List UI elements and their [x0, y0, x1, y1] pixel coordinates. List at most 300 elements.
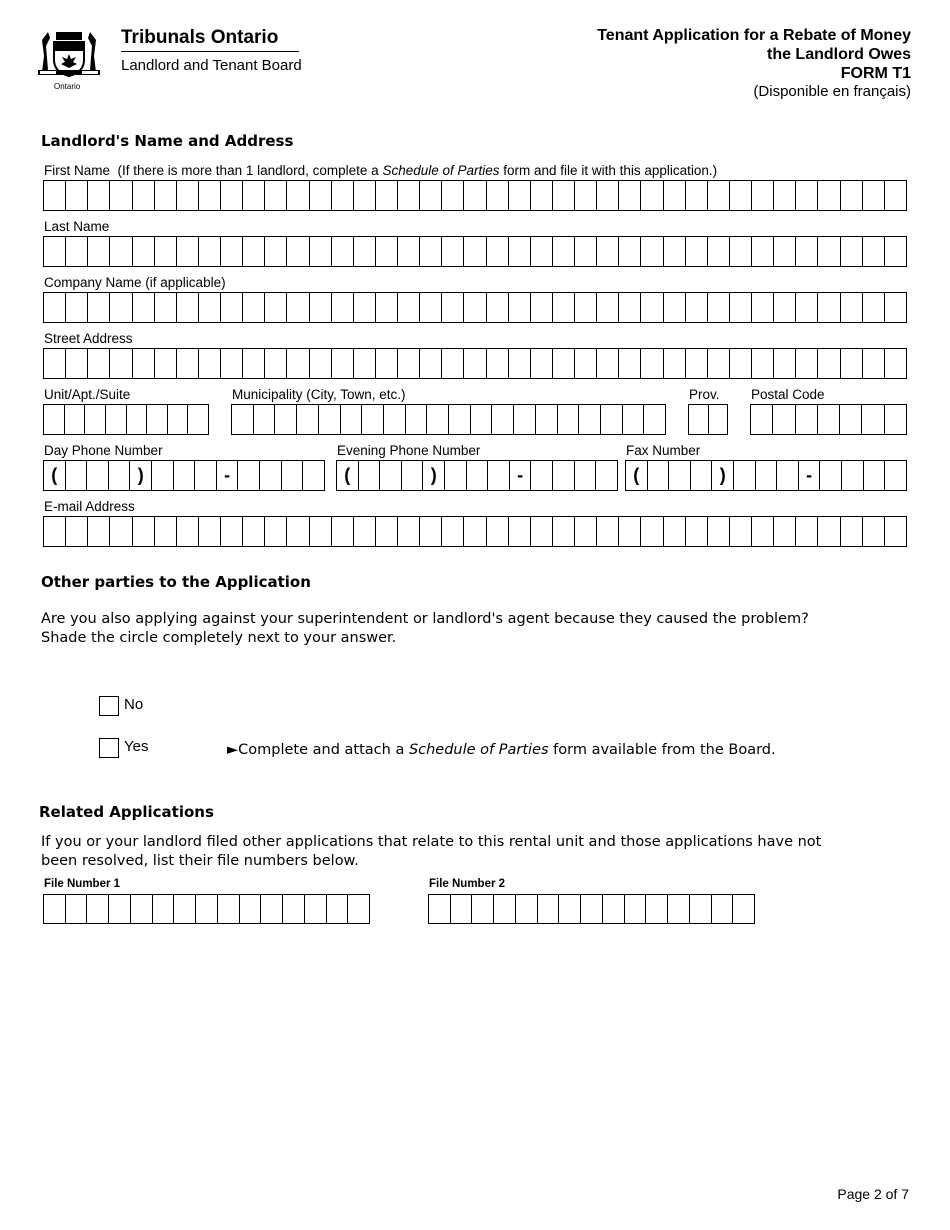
char-box[interactable] — [690, 895, 712, 923]
char-box[interactable] — [581, 895, 603, 923]
char-box[interactable] — [243, 517, 265, 546]
char-box[interactable] — [174, 461, 196, 490]
char-box[interactable] — [66, 895, 88, 923]
char-box[interactable] — [863, 181, 885, 210]
char-box[interactable] — [354, 181, 376, 210]
char-box[interactable] — [596, 461, 617, 490]
char-box[interactable] — [686, 293, 708, 322]
char-box[interactable] — [420, 349, 442, 378]
char-box[interactable] — [442, 517, 464, 546]
char-box[interactable] — [332, 349, 354, 378]
char-box[interactable] — [492, 405, 514, 434]
char-box[interactable] — [174, 895, 196, 923]
char-box[interactable] — [686, 237, 708, 266]
char-box[interactable] — [708, 181, 730, 210]
char-box[interactable] — [575, 517, 597, 546]
char-box[interactable] — [110, 517, 132, 546]
char-box[interactable] — [376, 181, 398, 210]
char-box[interactable] — [398, 349, 420, 378]
char-box[interactable] — [842, 461, 864, 490]
street-input[interactable] — [43, 348, 907, 379]
char-box[interactable] — [641, 349, 663, 378]
char-box[interactable] — [774, 181, 796, 210]
char-box[interactable] — [531, 517, 553, 546]
char-box[interactable] — [177, 237, 199, 266]
char-box[interactable] — [310, 293, 332, 322]
char-box[interactable] — [66, 517, 88, 546]
char-box[interactable] — [818, 181, 840, 210]
char-box[interactable] — [885, 237, 906, 266]
char-box[interactable] — [66, 293, 88, 322]
char-box[interactable] — [88, 517, 110, 546]
char-box[interactable] — [841, 349, 863, 378]
char-box[interactable] — [708, 517, 730, 546]
char-box[interactable] — [177, 293, 199, 322]
char-box[interactable] — [218, 895, 240, 923]
char-box[interactable] — [88, 349, 110, 378]
file-number-2-input[interactable] — [428, 894, 755, 924]
char-box[interactable] — [376, 349, 398, 378]
char-box[interactable] — [177, 517, 199, 546]
char-box[interactable] — [644, 405, 665, 434]
char-box[interactable] — [359, 461, 381, 490]
char-box[interactable] — [287, 293, 309, 322]
char-box[interactable] — [777, 461, 799, 490]
evening-phone-input[interactable] — [336, 460, 618, 491]
char-box[interactable] — [427, 405, 449, 434]
char-box[interactable] — [384, 405, 406, 434]
char-box[interactable] — [553, 237, 575, 266]
char-box[interactable] — [536, 405, 558, 434]
no-checkbox[interactable] — [99, 696, 119, 716]
postal-input[interactable] — [750, 404, 907, 435]
char-box[interactable] — [734, 461, 756, 490]
char-box[interactable] — [603, 895, 625, 923]
char-box[interactable] — [442, 237, 464, 266]
char-box[interactable] — [820, 461, 842, 490]
char-box[interactable] — [221, 349, 243, 378]
char-box[interactable] — [531, 181, 553, 210]
char-box[interactable] — [752, 349, 774, 378]
char-box[interactable] — [177, 181, 199, 210]
char-box[interactable] — [471, 405, 493, 434]
char-box[interactable] — [243, 237, 265, 266]
char-box[interactable] — [509, 517, 531, 546]
char-box[interactable] — [199, 349, 221, 378]
char-box[interactable] — [177, 349, 199, 378]
char-box[interactable] — [664, 181, 686, 210]
char-box[interactable] — [221, 237, 243, 266]
char-box[interactable] — [287, 237, 309, 266]
char-box[interactable] — [472, 895, 494, 923]
char-box[interactable] — [796, 405, 818, 434]
day-phone-input[interactable] — [43, 460, 325, 491]
char-box[interactable] — [708, 237, 730, 266]
char-box[interactable] — [730, 181, 752, 210]
char-box[interactable] — [287, 517, 309, 546]
char-box[interactable] — [756, 461, 778, 490]
char-box[interactable] — [398, 237, 420, 266]
char-box[interactable] — [109, 895, 131, 923]
char-box[interactable] — [487, 517, 509, 546]
char-box[interactable] — [254, 405, 276, 434]
char-box[interactable] — [429, 895, 451, 923]
last-name-input[interactable] — [43, 236, 907, 267]
char-box[interactable] — [796, 237, 818, 266]
char-box[interactable] — [531, 293, 553, 322]
char-box[interactable] — [648, 461, 670, 490]
char-box[interactable] — [287, 349, 309, 378]
char-box[interactable] — [691, 461, 713, 490]
char-box[interactable] — [601, 405, 623, 434]
char-box[interactable] — [686, 181, 708, 210]
char-box[interactable] — [514, 405, 536, 434]
char-box[interactable] — [147, 405, 168, 434]
char-box[interactable] — [109, 461, 131, 490]
char-box[interactable] — [553, 349, 575, 378]
char-box[interactable] — [66, 349, 88, 378]
char-box[interactable] — [221, 181, 243, 210]
char-box[interactable] — [509, 349, 531, 378]
char-box[interactable] — [376, 293, 398, 322]
char-box[interactable] — [354, 349, 376, 378]
char-box[interactable] — [354, 293, 376, 322]
char-box[interactable] — [65, 405, 86, 434]
char-box[interactable] — [380, 461, 402, 490]
char-box[interactable] — [730, 237, 752, 266]
char-box[interactable] — [712, 895, 734, 923]
char-box[interactable] — [110, 349, 132, 378]
char-box[interactable] — [155, 237, 177, 266]
char-box[interactable] — [641, 517, 663, 546]
char-box[interactable] — [862, 405, 884, 434]
char-box[interactable] — [641, 293, 663, 322]
char-box[interactable] — [686, 517, 708, 546]
char-box[interactable] — [44, 293, 66, 322]
char-box[interactable] — [332, 237, 354, 266]
char-box[interactable] — [199, 181, 221, 210]
char-box[interactable] — [106, 405, 127, 434]
char-box[interactable] — [708, 349, 730, 378]
char-box[interactable] — [221, 293, 243, 322]
char-box[interactable] — [538, 895, 560, 923]
char-box[interactable] — [885, 461, 906, 490]
char-box[interactable] — [464, 181, 486, 210]
char-box[interactable] — [327, 895, 349, 923]
char-box[interactable] — [796, 349, 818, 378]
char-box[interactable] — [752, 237, 774, 266]
char-box[interactable] — [553, 181, 575, 210]
char-box[interactable] — [341, 405, 363, 434]
char-box[interactable] — [133, 237, 155, 266]
char-box[interactable] — [509, 293, 531, 322]
char-box[interactable] — [774, 349, 796, 378]
char-box[interactable] — [87, 895, 109, 923]
char-box[interactable] — [451, 895, 473, 923]
char-box[interactable] — [406, 405, 428, 434]
char-box[interactable] — [232, 405, 254, 434]
char-box[interactable] — [516, 895, 538, 923]
char-box[interactable] — [44, 237, 66, 266]
municipality-input[interactable] — [231, 404, 666, 435]
char-box[interactable] — [464, 237, 486, 266]
char-box[interactable] — [773, 405, 795, 434]
char-box[interactable] — [275, 405, 297, 434]
char-box[interactable] — [449, 405, 471, 434]
char-box[interactable] — [196, 895, 218, 923]
char-box[interactable] — [155, 293, 177, 322]
char-box[interactable] — [818, 237, 840, 266]
char-box[interactable] — [348, 895, 369, 923]
char-box[interactable] — [575, 237, 597, 266]
char-box[interactable] — [155, 349, 177, 378]
char-box[interactable] — [310, 237, 332, 266]
char-box[interactable] — [310, 517, 332, 546]
char-box[interactable] — [774, 517, 796, 546]
char-box[interactable] — [553, 293, 575, 322]
char-box[interactable] — [885, 293, 906, 322]
char-box[interactable] — [730, 349, 752, 378]
char-box[interactable] — [553, 461, 575, 490]
char-box[interactable] — [133, 349, 155, 378]
char-box[interactable] — [625, 895, 647, 923]
char-box[interactable] — [265, 237, 287, 266]
char-box[interactable] — [188, 405, 208, 434]
char-box[interactable] — [623, 405, 645, 434]
char-box[interactable] — [445, 461, 467, 490]
char-box[interactable] — [575, 349, 597, 378]
company-input[interactable] — [43, 292, 907, 323]
char-box[interactable] — [885, 349, 906, 378]
char-box[interactable] — [199, 293, 221, 322]
char-box[interactable] — [310, 349, 332, 378]
char-box[interactable] — [332, 293, 354, 322]
char-box[interactable] — [287, 181, 309, 210]
char-box[interactable] — [558, 405, 580, 434]
char-box[interactable] — [885, 517, 906, 546]
char-box[interactable] — [44, 349, 66, 378]
char-box[interactable] — [664, 293, 686, 322]
char-box[interactable] — [110, 293, 132, 322]
yes-checkbox[interactable] — [99, 738, 119, 758]
char-box[interactable] — [641, 237, 663, 266]
char-box[interactable] — [488, 461, 510, 490]
char-box[interactable] — [841, 517, 863, 546]
char-box[interactable] — [87, 461, 109, 490]
char-box[interactable] — [669, 461, 691, 490]
char-box[interactable] — [619, 517, 641, 546]
char-box[interactable] — [597, 181, 619, 210]
char-box[interactable] — [752, 293, 774, 322]
char-box[interactable] — [110, 237, 132, 266]
char-box[interactable] — [238, 461, 260, 490]
char-box[interactable] — [818, 349, 840, 378]
char-box[interactable] — [597, 237, 619, 266]
char-box[interactable] — [464, 349, 486, 378]
char-box[interactable] — [752, 181, 774, 210]
char-box[interactable] — [131, 895, 153, 923]
char-box[interactable] — [841, 293, 863, 322]
char-box[interactable] — [796, 517, 818, 546]
fax-input[interactable] — [625, 460, 907, 491]
char-box[interactable] — [730, 293, 752, 322]
char-box[interactable] — [243, 293, 265, 322]
char-box[interactable] — [66, 237, 88, 266]
file-number-1-input[interactable] — [43, 894, 370, 924]
char-box[interactable] — [487, 293, 509, 322]
char-box[interactable] — [863, 293, 885, 322]
char-box[interactable] — [44, 405, 65, 434]
char-box[interactable] — [664, 517, 686, 546]
char-box[interactable] — [579, 405, 601, 434]
char-box[interactable] — [796, 181, 818, 210]
char-box[interactable] — [420, 181, 442, 210]
char-box[interactable] — [841, 181, 863, 210]
char-box[interactable] — [442, 181, 464, 210]
char-box[interactable] — [297, 405, 319, 434]
char-box[interactable] — [619, 293, 641, 322]
char-box[interactable] — [305, 895, 327, 923]
char-box[interactable] — [686, 349, 708, 378]
char-box[interactable] — [243, 349, 265, 378]
char-box[interactable] — [619, 349, 641, 378]
char-box[interactable] — [863, 517, 885, 546]
char-box[interactable] — [420, 237, 442, 266]
char-box[interactable] — [133, 293, 155, 322]
char-box[interactable] — [730, 517, 752, 546]
char-box[interactable] — [559, 895, 581, 923]
char-box[interactable] — [575, 293, 597, 322]
char-box[interactable] — [168, 405, 189, 434]
char-box[interactable] — [818, 517, 840, 546]
char-box[interactable] — [575, 461, 597, 490]
char-box[interactable] — [362, 405, 384, 434]
char-box[interactable] — [133, 181, 155, 210]
char-box[interactable] — [354, 517, 376, 546]
char-box[interactable] — [332, 181, 354, 210]
prov-input[interactable] — [688, 404, 728, 435]
char-box[interactable] — [420, 293, 442, 322]
char-box[interactable] — [597, 293, 619, 322]
char-box[interactable] — [265, 517, 287, 546]
char-box[interactable] — [354, 237, 376, 266]
char-box[interactable] — [66, 181, 88, 210]
char-box[interactable] — [709, 405, 728, 434]
char-box[interactable] — [509, 237, 531, 266]
char-box[interactable] — [619, 237, 641, 266]
char-box[interactable] — [664, 237, 686, 266]
char-box[interactable] — [240, 895, 262, 923]
char-box[interactable] — [619, 181, 641, 210]
char-box[interactable] — [863, 349, 885, 378]
char-box[interactable] — [133, 517, 155, 546]
char-box[interactable] — [283, 895, 305, 923]
char-box[interactable] — [199, 237, 221, 266]
char-box[interactable] — [531, 237, 553, 266]
char-box[interactable] — [420, 517, 442, 546]
char-box[interactable] — [689, 405, 709, 434]
char-box[interactable] — [398, 293, 420, 322]
char-box[interactable] — [153, 895, 175, 923]
char-box[interactable] — [265, 181, 287, 210]
char-box[interactable] — [752, 517, 774, 546]
char-box[interactable] — [282, 461, 304, 490]
char-box[interactable] — [641, 181, 663, 210]
char-box[interactable] — [243, 181, 265, 210]
char-box[interactable] — [668, 895, 690, 923]
char-box[interactable] — [774, 237, 796, 266]
char-box[interactable] — [127, 405, 148, 434]
char-box[interactable] — [575, 181, 597, 210]
char-box[interactable] — [376, 237, 398, 266]
char-box[interactable] — [66, 461, 88, 490]
char-box[interactable] — [88, 237, 110, 266]
char-box[interactable] — [265, 349, 287, 378]
char-box[interactable] — [402, 461, 424, 490]
char-box[interactable] — [597, 517, 619, 546]
char-box[interactable] — [818, 293, 840, 322]
char-box[interactable] — [319, 405, 341, 434]
char-box[interactable] — [261, 895, 283, 923]
char-box[interactable] — [199, 517, 221, 546]
char-box[interactable] — [442, 293, 464, 322]
char-box[interactable] — [442, 349, 464, 378]
char-box[interactable] — [110, 181, 132, 210]
email-input[interactable] — [43, 516, 907, 547]
char-box[interactable] — [796, 293, 818, 322]
char-box[interactable] — [44, 895, 66, 923]
char-box[interactable] — [487, 181, 509, 210]
char-box[interactable] — [88, 181, 110, 210]
char-box[interactable] — [467, 461, 489, 490]
char-box[interactable] — [531, 461, 553, 490]
char-box[interactable] — [841, 237, 863, 266]
char-box[interactable] — [664, 349, 686, 378]
char-box[interactable] — [885, 181, 906, 210]
char-box[interactable] — [195, 461, 217, 490]
char-box[interactable] — [487, 349, 509, 378]
char-box[interactable] — [398, 181, 420, 210]
char-box[interactable] — [221, 517, 243, 546]
char-box[interactable] — [553, 517, 575, 546]
unit-input[interactable] — [43, 404, 209, 435]
char-box[interactable] — [152, 461, 174, 490]
char-box[interactable] — [840, 405, 862, 434]
char-box[interactable] — [303, 461, 324, 490]
char-box[interactable] — [398, 517, 420, 546]
char-box[interactable] — [708, 293, 730, 322]
char-box[interactable] — [885, 405, 906, 434]
char-box[interactable] — [733, 895, 754, 923]
char-box[interactable] — [646, 895, 668, 923]
char-box[interactable] — [310, 181, 332, 210]
char-box[interactable] — [265, 293, 287, 322]
char-box[interactable] — [487, 237, 509, 266]
char-box[interactable] — [751, 405, 773, 434]
char-box[interactable] — [494, 895, 516, 923]
char-box[interactable] — [863, 237, 885, 266]
char-box[interactable] — [44, 517, 66, 546]
char-box[interactable] — [864, 461, 886, 490]
char-box[interactable] — [464, 293, 486, 322]
char-box[interactable] — [509, 181, 531, 210]
char-box[interactable] — [155, 181, 177, 210]
char-box[interactable] — [88, 293, 110, 322]
char-box[interactable] — [597, 349, 619, 378]
char-box[interactable] — [818, 405, 840, 434]
char-box[interactable] — [376, 517, 398, 546]
char-box[interactable] — [774, 293, 796, 322]
